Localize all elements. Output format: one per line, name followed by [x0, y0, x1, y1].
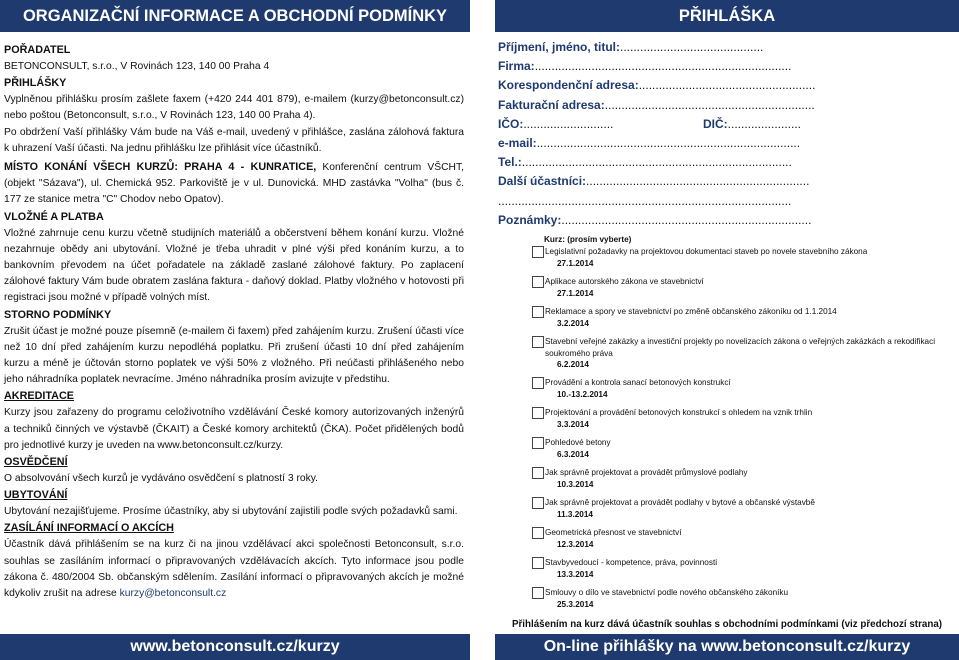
- billing-address-field[interactable]: Fakturační adresa:...............................................................: [498, 97, 815, 112]
- course-date: 10.3.2014: [557, 479, 594, 489]
- course-item: [532, 587, 957, 599]
- course-name: Provádění a kontrola sanací betonových konstrukcí: [545, 377, 731, 387]
- course-checkbox[interactable]: [532, 557, 544, 569]
- phone-field[interactable]: Tel.:.................................................................................: [498, 155, 792, 170]
- terms-banner: ORGANIZAČNÍ INFORMACE A OBCHODNÍ PODMÍNKY: [0, 0, 470, 32]
- certificate-heading: OSVĚDČENÍ: [4, 456, 68, 469]
- accreditation-heading: AKREDITACE: [4, 390, 74, 403]
- notes-field[interactable]: Poznámky:...........................................................................: [498, 212, 812, 227]
- course-checkbox[interactable]: [532, 587, 544, 599]
- terms-body: [0, 32, 470, 602]
- newsletter-email-link[interactable]: kurzy@betonconsult.cz: [119, 588, 227, 600]
- dic-field[interactable]: DIČ:......................: [703, 116, 802, 131]
- course-item: [532, 527, 957, 539]
- course-date: 10.-13.2.2014: [557, 389, 608, 399]
- fee-text: Vložné zahrnuje cenu kurzu včetně studijních materiálů a občerstvení během konání kurzu. Vložné nezahrnuje obědy ani ubytování. Vložné je třeba uhradit v plné výši před konáním kurzu, a to bankovním převodem na účet pořadatele na základě zaslané zálohové faktury. Po zaplacení zálohové faktury Vám bude obratem zaslána faktura - daňový doklad. Platby vložného v hotovosti při registraci jsou možné v případě volných míst.: [4, 227, 464, 304]
- course-name: Legislativní požadavky na projektovou dokumentaci staveb po novele stavebního zákona: [545, 247, 868, 257]
- course-item: [532, 467, 957, 479]
- course-item: [532, 497, 957, 509]
- application-form: [495, 32, 959, 610]
- course-name: Aplikace autorského zákona ve stavebnictví: [545, 277, 704, 287]
- course-item: [532, 557, 957, 569]
- course-name: Pohledové betony: [545, 437, 611, 447]
- accreditation-text: Kurzy jsou zařazeny do programu celoživotního vzdělávání České komory autorizovaných inženýrů a techniků činných ve výstavbě (ČKAIT) a České komory architektů (ČKA). Počet přidělených bodů pro jednotlivé kurzy je uveden na www.betonconsult.cz/kurzy.: [4, 407, 464, 451]
- cancellation-heading: STORNO PODMÍNKY: [4, 308, 112, 321]
- cancellation-text: Zrušit účast je možné pouze písemně (e-mailem či faxem) před zahájením kurzu. Zrušení účasti více než 10 dní před zahájením kurzu nepodléhá poplatku. Při zrušení účasti 10 dní před zahájením kurzu a méně je účtován storno poplatek ve výši 50% z vložného. Při neúčasti přihlášeného nebo jeho náhradníka poplatek nevracíme. Jméno náhradníka prosím avizujte v předstihu.: [4, 325, 464, 386]
- course-checkbox[interactable]: [532, 467, 544, 479]
- fee-heading: VLOŽNÉ A PLATBA: [4, 210, 104, 223]
- course-name: Jak správně projektovat a provádět průmyslové podlahy: [545, 467, 748, 477]
- organizer-text: BETONCONSULT, s.r.o., V Rovinách 123, 140 00 Praha 4: [4, 61, 270, 72]
- course-checkbox[interactable]: [532, 306, 544, 318]
- course-checkbox[interactable]: [532, 246, 544, 258]
- course-name: Jak správně projektovat a provádět podlahy v bytové a občanské výstavbě: [545, 498, 815, 508]
- venue-text: Konferenční centrum VŠCHT, (objekt "Sázava"), ul. Chemická 952. Parkoviště je v ul. Dunovická. MHD zastávka "Volha" (bus č. 177 ze stanice metra "C" Chodov nebo Opatov).: [4, 162, 464, 206]
- course-item: [532, 336, 957, 358]
- ico-field[interactable]: IČO:...........................: [498, 116, 614, 131]
- accommodation-heading: UBYTOVÁNÍ: [4, 489, 68, 502]
- course-item: [532, 437, 957, 449]
- course-checkbox[interactable]: [532, 276, 544, 288]
- course-date: 3.2.2014: [557, 319, 589, 329]
- applications-text-1: Vyplněnou přihlášku prosím zašlete faxem (+420 244 401 879), e-mailem (kurzy@betonconsult.cz) nebo poštou (Betonconsult, s.r.o., V Rovinách 123, 140 00 Praha 4).: [4, 94, 464, 122]
- course-item: [532, 276, 957, 288]
- course-date: 6.3.2014: [557, 449, 589, 459]
- terms-column: [0, 0, 470, 660]
- course-date: 27.1.2014: [557, 259, 594, 269]
- course-list-title: Kurz: (prosím vyberte): [544, 235, 632, 245]
- newsletter-heading: ZASÍLÁNÍ INFORMACÍ O AKCÍCH: [4, 522, 174, 535]
- course-date: 6.2.2014: [557, 359, 589, 369]
- course-date: 13.3.2014: [557, 570, 594, 580]
- organizer-heading: POŘADATEL: [4, 44, 71, 56]
- course-date: 11.3.2014: [557, 510, 593, 520]
- other-participants-field[interactable]: Další účastníci:...................................................................: [498, 174, 810, 189]
- course-date: 27.1.2014: [557, 289, 594, 299]
- venue-heading: MÍSTO KONÁNÍ VŠECH KURZŮ: PRAHA 4 - KUNRATICE,: [4, 161, 317, 174]
- course-name: Reklamace a spory ve stavebnictví po změně občanského zákoníku od 1.1.2014: [545, 307, 837, 317]
- consent-note: Přihlášením na kurz dává účastník souhlas s obchodními podmínkami (viz předchozí strana): [511, 619, 943, 630]
- course-checkbox[interactable]: [532, 497, 544, 509]
- course-checkbox[interactable]: [532, 377, 544, 389]
- applications-heading: PŘIHLÁŠKY: [4, 77, 67, 90]
- course-name: Smlouvy o dílo ve stavebnictví podle nového občanského zákoníku: [545, 588, 789, 598]
- course-item: [532, 377, 957, 389]
- course-checkbox[interactable]: [532, 336, 544, 348]
- online-application-footer[interactable]: On-line přihlášky na www.betonconsult.cz/kurzy: [495, 634, 959, 660]
- course-checkbox[interactable]: [532, 437, 544, 449]
- course-name: Stavební veřejné zakázky a investiční projekty po novelizacích zákona o veřejných zakázkách a rekodifikaci soukromého práva: [545, 337, 936, 358]
- course-item: [532, 407, 957, 419]
- course-date: 12.3.2014: [557, 540, 594, 550]
- course-checkbox[interactable]: [532, 407, 544, 419]
- course-checkbox[interactable]: [532, 527, 544, 539]
- course-name: Stavbyvedoucí - kompetence, práva, povinnosti: [545, 558, 718, 568]
- course-item: [532, 306, 957, 318]
- accommodation-text: Ubytování nezajišťujeme. Prosíme účastníky, aby si ubytování zajistili podle svých požadavků sami.: [4, 506, 458, 518]
- certificate-text: O absolvování všech kurzů je vydáváno osvědčení s platností 3 roky.: [4, 473, 319, 485]
- website-footer[interactable]: www.betonconsult.cz/kurzy: [0, 634, 470, 660]
- ico-dic-row: [498, 115, 957, 134]
- applications-text-2: Po obdržení Vaší přihlášky Vám bude na Váš e-mail, uvedený v přihlášce, zaslána zálohová faktura k uhrazení Vaší účasti. Na jednu přihlášku lze přihlásit více účastníků.: [4, 126, 464, 154]
- course-name: Projektování a provádění betonových konstrukcí s ohledem na vznik trhlin: [545, 407, 813, 417]
- course-name: Geometrická přesnost ve stavebnictví: [545, 528, 682, 538]
- course-list: [532, 234, 957, 610]
- application-banner: PŘIHLÁŠKA: [495, 0, 959, 32]
- application-form-column: [495, 0, 959, 660]
- course-date: 3.3.2014: [557, 419, 589, 429]
- course-item: [532, 246, 957, 258]
- name-field[interactable]: Příjmení, jméno, titul:...........................................: [498, 40, 764, 54]
- email-field[interactable]: e-mail:...............................................................................: [498, 136, 801, 151]
- correspondence-address-field[interactable]: Korespondenční adresa:.....................................................: [498, 78, 816, 93]
- newsletter-text: Účastník dává přihlášením se na kurz či na jinou vzdělávací akci společnosti Betonconsult, s.r.o. souhlas se zasíláním informací o připravovaných vzdělávacích akcích. Tyto informace jsou podle zákona č. 480/2004 Sb. občanským sdělením. Zasílání informací o připravovaných akcích je možné kdykoliv zrušit na adrese: [4, 539, 464, 600]
- company-field[interactable]: Firma:.............................................................................: [498, 59, 792, 74]
- course-date: 25.3.2014: [557, 600, 594, 610]
- other-participants-continued[interactable]: ........................................................................................: [498, 193, 792, 208]
